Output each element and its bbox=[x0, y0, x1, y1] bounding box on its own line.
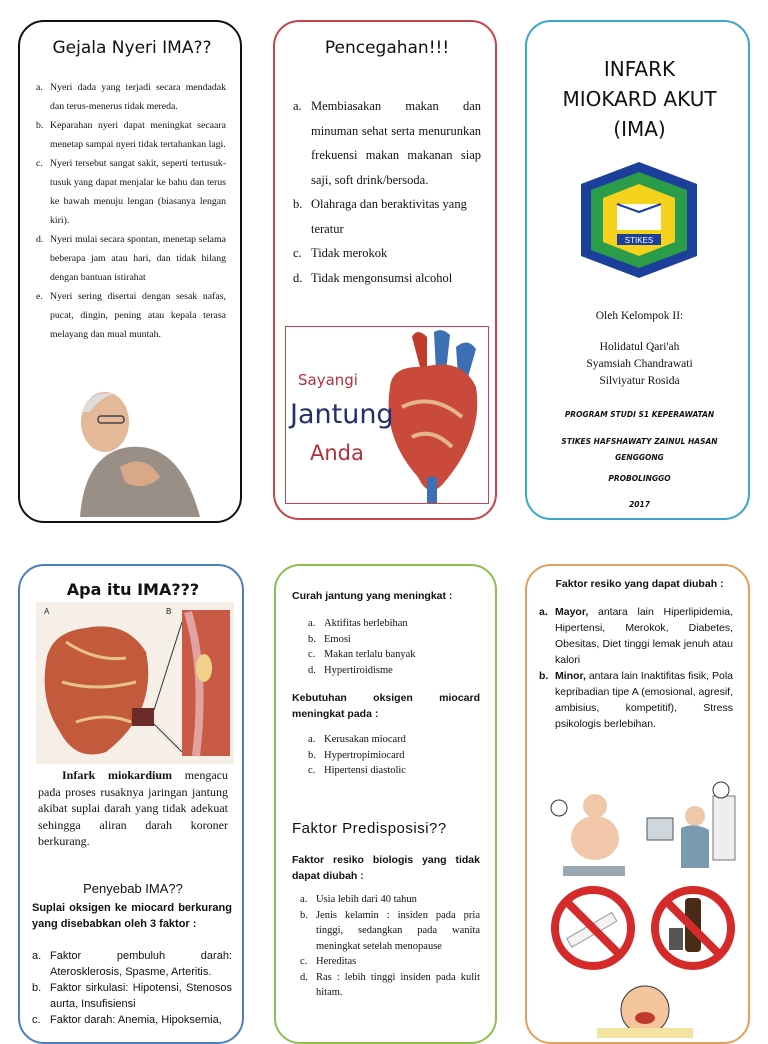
list-item: d. Ras : lebih tinggi insiden pada kulit hitam. bbox=[300, 971, 480, 998]
cover-title-line-1: INFARK bbox=[603, 57, 676, 81]
symptom-list bbox=[36, 78, 226, 344]
list-item: a. Kerusakan miocard bbox=[308, 734, 406, 745]
cardiac-output-heading: Curah jantung yang meningkat : bbox=[292, 590, 453, 602]
list-item: c. Hereditas bbox=[300, 956, 357, 967]
definition-text bbox=[38, 767, 228, 850]
stikes-logo bbox=[573, 160, 705, 280]
definition-lead: Infark miokardium bbox=[62, 768, 173, 782]
list-item: c. Nyeri tersebut sangat sakit, seperti tertusuk-tusuk yang dapat menjalar ke bahu dan terus ke bawah menuju lengan (biasanya lengan kiri). bbox=[36, 158, 226, 226]
panel-title: Apa itu IMA??? bbox=[66, 580, 200, 599]
cover-title bbox=[527, 54, 750, 144]
group-label: Oleh Kelompok II: bbox=[595, 310, 684, 322]
cardiac-output-list bbox=[308, 616, 480, 678]
program-label: PROGRAM STUDI S1 KEPERAWATAN bbox=[564, 410, 715, 419]
panel-title: Pencegahan!!! bbox=[324, 38, 450, 58]
list-item: e. Nyeri sering disertai dengan sesak nafas, pucat, dingin, pening atau kepala terasa melayang dan mual muntah. bbox=[36, 291, 226, 340]
list-item: c. Hipertensi diastolic bbox=[308, 765, 406, 776]
poster-line-3: Anda bbox=[310, 441, 364, 465]
list-item: a. Aktifitas berlebihan bbox=[308, 618, 408, 629]
list-item: c. Makan terlalu banyak bbox=[308, 649, 416, 660]
panel-modifiable-risk bbox=[525, 564, 750, 1044]
no-smoking-icon bbox=[555, 890, 631, 966]
panel-prevention bbox=[273, 20, 497, 520]
biological-risk-list bbox=[300, 892, 480, 1001]
cause-intro: Suplai oksigen ke miocard berkurang yang disebabkan oleh 3 faktor : bbox=[32, 902, 232, 930]
panel-symptoms bbox=[18, 20, 242, 523]
list-item: a. Nyeri dada yang terjadi secara mendadak dan terus-menerus tidak mereda. bbox=[36, 82, 226, 112]
member-2: Syamsiah Chandrawati bbox=[586, 358, 693, 370]
list-item: b. Faktor sirkulasi: Hipotensi, Stenosos aurta, Insufisiensi bbox=[32, 982, 232, 1010]
year-label: 2017 bbox=[629, 500, 650, 509]
list-item: d. Hypertiroidisme bbox=[308, 664, 393, 676]
list-item: b. Hypertropimiocard bbox=[308, 749, 405, 761]
school-label: STIKES HAFSHAWATY ZAINUL HASAN GENGGONG bbox=[561, 437, 718, 462]
definition-rest: mengacu pada proses rusaknya jaringan jantung akibat suplai darah yang tidak adekuat sehingga aliran darah koroner berkurang. bbox=[38, 768, 228, 848]
poster-line-2: Jantung bbox=[290, 399, 394, 430]
panel-what-is-ima bbox=[18, 564, 244, 1044]
ima-diagram bbox=[36, 602, 234, 764]
list-item: c. Faktor darah: Anemia, Hipoksemia, bbox=[32, 1014, 222, 1026]
list-item: c. Tidak merokok bbox=[293, 246, 388, 260]
biological-risk-heading: Faktor resiko biologis yang tidak dapat diubah : bbox=[292, 854, 480, 882]
member-list bbox=[527, 339, 750, 390]
panel-cover bbox=[525, 20, 750, 520]
oxygen-need-heading: Kebutuhan oksigen miocard meningkat pada : bbox=[292, 692, 480, 720]
panel-title: Faktor resiko yang dapat diubah : bbox=[555, 578, 724, 590]
list-item: d. Nyeri mulai secara spontan, menetap selama beberapa jam atau hari, dan tidak hilang dengan bantuan istirahat bbox=[36, 234, 226, 283]
list-item: d. Tidak mengonsumsi alcohol bbox=[293, 270, 453, 285]
diagram-label-a: A bbox=[44, 607, 50, 616]
list-item: a. Faktor pembuluh darah: Aterosklerosis, Spasme, Arteritis. bbox=[32, 950, 232, 978]
risk-illustrations bbox=[549, 778, 739, 1040]
cause-title: Penyebab IMA?? bbox=[83, 881, 183, 896]
member-1: Holidatul Qari'ah bbox=[599, 341, 680, 353]
member-3: Silviyatur Rosida bbox=[599, 375, 680, 387]
cause-list bbox=[32, 948, 232, 1028]
man-chest-pain-image bbox=[60, 382, 210, 517]
panel-title: Gejala Nyeri IMA?? bbox=[52, 38, 212, 58]
heart-diagram-image bbox=[36, 602, 234, 764]
logo-text: STIKES bbox=[624, 236, 654, 245]
list-item: b. Olahraga dan beraktivitas yang teratur bbox=[293, 197, 467, 236]
cover-title-line-3: (IMA) bbox=[613, 117, 666, 141]
list-item: b. Keparahan nyeri dapat meningkat secaara menetap sampai nyeri tidak tertahankan lagi. bbox=[36, 120, 226, 150]
no-alcohol-icon bbox=[655, 890, 731, 966]
city-label: PROBOLINGGO bbox=[608, 474, 671, 483]
panel-predisposition bbox=[274, 564, 497, 1044]
overeating-man-image bbox=[589, 978, 699, 1038]
list-item: a. Usia lebih dari 40 tahun bbox=[300, 894, 417, 905]
modifiable-risk-list bbox=[539, 604, 733, 732]
prevention-list bbox=[293, 94, 481, 290]
list-item: b. Emosi bbox=[308, 633, 351, 645]
diagram-label-b: B bbox=[166, 607, 172, 616]
heart-poster bbox=[285, 326, 489, 504]
oxygen-need-list bbox=[308, 732, 480, 779]
stressed-worker-image bbox=[645, 782, 737, 878]
obese-man-scale-image bbox=[551, 794, 637, 878]
cover-title-line-2: MIOKARD AKUT bbox=[562, 87, 717, 111]
list-item: b. Minor, antara lain Inaktifitas fisik, Pola kepribadian tipe A (emosional, agresif, ambisius, kompetitif), Stress psikologis berlebihan. bbox=[539, 670, 733, 730]
poster-line-1: Sayangi bbox=[298, 371, 358, 389]
list-item: a. Membiasakan makan dan minuman sehat serta menurunkan frekuensi makan makanan siap saji, soft drink/bersoda. bbox=[293, 99, 481, 187]
list-item: b. Jenis kelamin : insiden pada pria tinggi, sedangkan pada wanita meningkat setelah menopause bbox=[300, 909, 480, 952]
list-item: a. Mayor, antara lain Hiperlipidemia, Hipertensi, Merokok, Diabetes, Obesitas, Diet tinggi lemak jenuh atau kalori bbox=[539, 606, 734, 666]
section-title: Faktor Predisposisi?? bbox=[292, 820, 447, 837]
